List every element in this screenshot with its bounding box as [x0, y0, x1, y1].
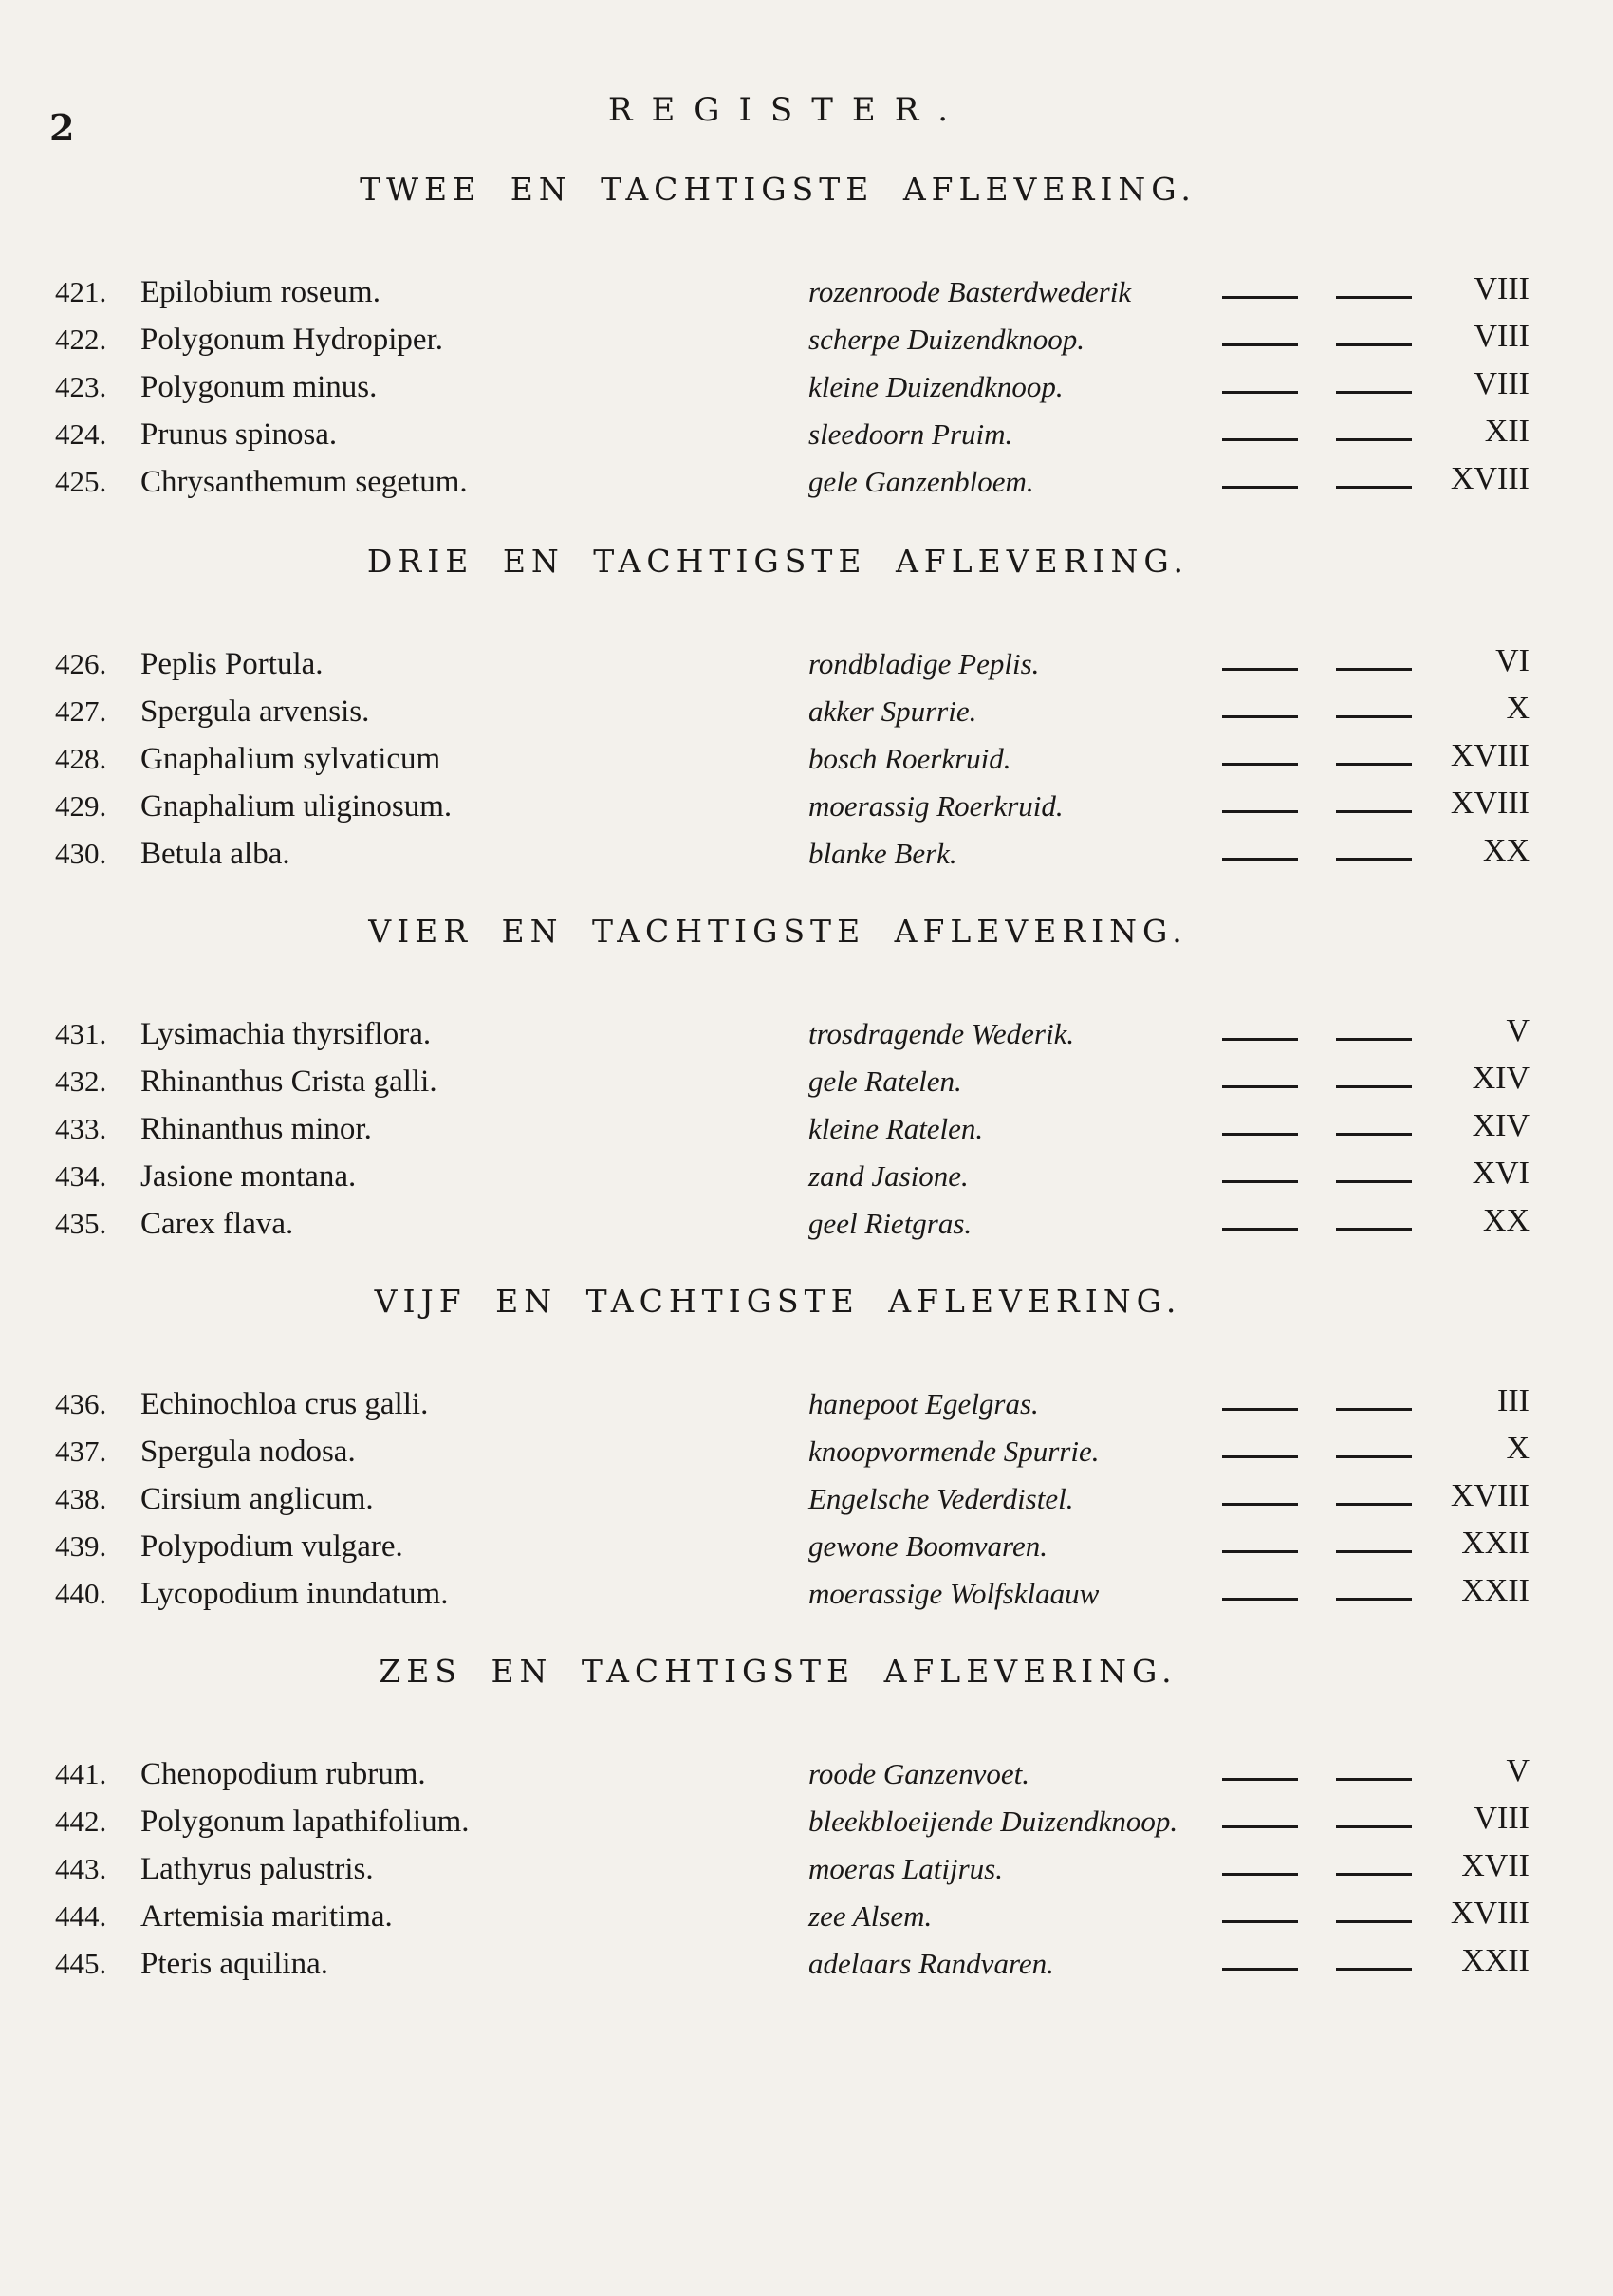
latin-name: Spergula arvensis. — [140, 694, 370, 729]
latin-name: Lycopodium inundatum. — [140, 1577, 449, 1611]
entry-number: 427. — [55, 694, 107, 728]
latin-name: Peplis Portula. — [140, 647, 324, 681]
leader-dash — [1336, 438, 1412, 441]
leader-dash — [1336, 668, 1412, 671]
class-reference: XVIII — [1450, 1478, 1530, 1513]
leader-dash — [1222, 486, 1298, 489]
class-reference: XVII — [1461, 1848, 1530, 1883]
latin-name: Betula alba. — [140, 837, 290, 871]
latin-name: Pteris aquilina. — [140, 1947, 328, 1981]
register-entry — [0, 319, 1613, 370]
class-reference: VIII — [1474, 319, 1530, 354]
register-entry — [0, 1478, 1613, 1529]
leader-dash — [1222, 1228, 1298, 1231]
dutch-name: bosch Roerkruid. — [808, 742, 1011, 775]
dutch-name: Engelsche Vederdistel. — [808, 1482, 1074, 1515]
entry-number: 444. — [55, 1899, 107, 1933]
register-entry — [0, 833, 1613, 884]
register-entry — [0, 1431, 1613, 1482]
dutch-name: kleine Duizendknoop. — [808, 370, 1064, 403]
register-entry — [0, 366, 1613, 417]
dutch-name: zee Alsem. — [808, 1899, 933, 1933]
leader-dash — [1336, 391, 1412, 394]
register-entry — [0, 738, 1613, 789]
leader-dash — [1222, 1873, 1298, 1876]
dutch-name: rondbladige Peplis. — [808, 647, 1040, 680]
register-entry — [0, 1801, 1613, 1852]
dutch-name: trosdragende Wederik. — [808, 1017, 1075, 1050]
leader-dash — [1222, 1408, 1298, 1411]
dutch-name: akker Spurrie. — [808, 694, 977, 728]
dutch-name: geel Rietgras. — [808, 1207, 973, 1240]
class-reference: XIV — [1472, 1061, 1530, 1096]
section-title: ZES EN TACHTIGSTE AFLEVERING. — [379, 1653, 1177, 1690]
register-entry — [0, 691, 1613, 742]
leader-dash — [1336, 763, 1412, 766]
latin-name: Carex flava. — [140, 1207, 294, 1241]
leader-dash — [1222, 1180, 1298, 1183]
dutch-name: moeras Latijrus. — [808, 1852, 1003, 1885]
latin-name: Gnaphalium uliginosum. — [140, 789, 453, 824]
class-reference: XII — [1484, 414, 1530, 449]
class-reference: V — [1506, 1013, 1530, 1048]
entry-number: 443. — [55, 1852, 107, 1885]
leader-dash — [1336, 810, 1412, 813]
entry-number: 426. — [55, 647, 107, 680]
section-title: DRIE EN TACHTIGSTE AFLEVERING. — [366, 543, 1190, 580]
latin-name: Chrysanthemum segetum. — [140, 465, 468, 499]
register-entry — [0, 786, 1613, 837]
latin-name: Rhinanthus minor. — [140, 1112, 372, 1146]
entry-number: 430. — [55, 837, 107, 870]
class-reference: XVIII — [1450, 738, 1530, 773]
register-entry — [0, 1526, 1613, 1577]
entry-number: 434. — [55, 1159, 107, 1193]
leader-dash — [1222, 1038, 1298, 1041]
entry-number: 424. — [55, 417, 107, 451]
class-reference: X — [1506, 691, 1530, 726]
entry-number: 422. — [55, 323, 107, 356]
leader-dash — [1336, 296, 1412, 299]
class-reference: X — [1506, 1431, 1530, 1466]
entry-number: 437. — [55, 1435, 107, 1468]
latin-name: Rhinanthus Crista galli. — [140, 1065, 437, 1099]
register-entry — [0, 1896, 1613, 1947]
entry-number: 432. — [55, 1065, 107, 1098]
latin-name: Polygonum minus. — [140, 370, 378, 404]
latin-name: Prunus spinosa. — [140, 417, 338, 452]
entry-number: 421. — [55, 275, 107, 308]
leader-dash — [1336, 1873, 1412, 1876]
class-reference: XVIII — [1450, 461, 1530, 496]
latin-name: Lysimachia thyrsiflora. — [140, 1017, 432, 1051]
dutch-name: blanke Berk. — [808, 837, 957, 870]
dutch-name: moerassig Roerkruid. — [808, 789, 1064, 823]
leader-dash — [1336, 1180, 1412, 1183]
class-reference: XXII — [1461, 1573, 1530, 1608]
class-reference: XXII — [1461, 1526, 1530, 1561]
class-reference: XIV — [1472, 1108, 1530, 1143]
latin-name: Cirsium anglicum. — [140, 1482, 374, 1516]
dutch-name: kleine Ratelen. — [808, 1112, 984, 1145]
leader-dash — [1336, 1778, 1412, 1781]
entry-number: 440. — [55, 1577, 107, 1610]
entry-number: 445. — [55, 1947, 107, 1980]
dutch-name: zand Jasione. — [808, 1159, 969, 1193]
latin-name: Epilobium roseum. — [140, 275, 380, 309]
dutch-name: knoopvormende Spurrie. — [808, 1435, 1100, 1468]
entry-number: 433. — [55, 1112, 107, 1145]
class-reference: V — [1506, 1753, 1530, 1788]
leader-dash — [1336, 1455, 1412, 1458]
register-entry — [0, 271, 1613, 323]
dutch-name: hanepoot Egelgras. — [808, 1387, 1039, 1420]
entry-number: 428. — [55, 742, 107, 775]
dutch-name: gele Ganzenbloem. — [808, 465, 1034, 498]
leader-dash — [1336, 1550, 1412, 1553]
register-entry — [0, 643, 1613, 694]
entry-number: 441. — [55, 1757, 107, 1790]
dutch-name: gewone Boomvaren. — [808, 1529, 1048, 1563]
leader-dash — [1336, 1408, 1412, 1411]
register-entry — [0, 1848, 1613, 1899]
leader-dash — [1336, 1228, 1412, 1231]
entry-number: 438. — [55, 1482, 107, 1515]
leader-dash — [1336, 486, 1412, 489]
dutch-name: rozenroode Basterdwederik — [808, 275, 1132, 308]
leader-dash — [1222, 1598, 1298, 1601]
dutch-name: gele Ratelen. — [808, 1065, 962, 1098]
leader-dash — [1222, 715, 1298, 718]
section-title: VIER EN TACHTIGSTE AFLEVERING. — [368, 913, 1188, 950]
class-reference: VIII — [1474, 271, 1530, 306]
class-reference: VI — [1495, 643, 1530, 678]
register-entry — [0, 1061, 1613, 1112]
register-entry — [0, 1203, 1613, 1254]
latin-name: Chenopodium rubrum. — [140, 1757, 426, 1791]
entry-number: 429. — [55, 789, 107, 823]
leader-dash — [1222, 810, 1298, 813]
leader-dash — [1336, 1503, 1412, 1506]
leader-dash — [1222, 1133, 1298, 1136]
leader-dash — [1222, 296, 1298, 299]
dutch-name: bleekbloeijende Duizendknoop. — [808, 1805, 1178, 1838]
register-entry — [0, 1753, 1613, 1805]
dutch-name: moerassige Wolfsklaauw — [808, 1577, 1100, 1610]
register-entry — [0, 1943, 1613, 1994]
class-reference: XXII — [1461, 1943, 1530, 1978]
leader-dash — [1336, 1133, 1412, 1136]
class-reference: XVIII — [1450, 1896, 1530, 1931]
running-head: REGISTER. — [607, 91, 968, 129]
class-reference: XVIII — [1450, 786, 1530, 821]
class-reference: XX — [1482, 1203, 1530, 1238]
entry-number: 436. — [55, 1387, 107, 1420]
register-entry — [0, 1013, 1613, 1065]
leader-dash — [1222, 1085, 1298, 1088]
leader-dash — [1336, 1038, 1412, 1041]
latin-name: Spergula nodosa. — [140, 1435, 356, 1469]
leader-dash — [1336, 343, 1412, 346]
leader-dash — [1222, 668, 1298, 671]
latin-name: Artemisia maritima. — [140, 1899, 393, 1934]
class-reference: XVI — [1472, 1156, 1530, 1191]
latin-name: Polygonum lapathifolium. — [140, 1805, 470, 1839]
leader-dash — [1336, 1085, 1412, 1088]
latin-name: Echinochloa crus galli. — [140, 1387, 429, 1421]
register-entry — [0, 1383, 1613, 1435]
entry-number: 423. — [55, 370, 107, 403]
dutch-name: roode Ganzenvoet. — [808, 1757, 1030, 1790]
leader-dash — [1222, 1503, 1298, 1506]
class-reference: XX — [1482, 833, 1530, 868]
latin-name: Polypodium vulgare. — [140, 1529, 403, 1564]
leader-dash — [1222, 1778, 1298, 1781]
leader-dash — [1336, 715, 1412, 718]
entry-number: 442. — [55, 1805, 107, 1838]
section-title: TWEE EN TACHTIGSTE AFLEVERING. — [360, 171, 1196, 208]
leader-dash — [1336, 1968, 1412, 1971]
leader-dash — [1336, 1598, 1412, 1601]
register-entry — [0, 414, 1613, 465]
class-reference: VIII — [1474, 1801, 1530, 1836]
class-reference: III — [1497, 1383, 1530, 1418]
entry-number: 435. — [55, 1207, 107, 1240]
entry-number: 425. — [55, 465, 107, 498]
class-reference: VIII — [1474, 366, 1530, 401]
leader-dash — [1222, 1550, 1298, 1553]
dutch-name: scherpe Duizendknoop. — [808, 323, 1085, 356]
page-number: 2 — [49, 106, 75, 149]
leader-dash — [1222, 1968, 1298, 1971]
latin-name: Jasione montana. — [140, 1159, 357, 1194]
leader-dash — [1336, 1920, 1412, 1923]
leader-dash — [1222, 438, 1298, 441]
leader-dash — [1222, 1825, 1298, 1828]
leader-dash — [1336, 1825, 1412, 1828]
register-entry — [0, 1108, 1613, 1159]
dutch-name: adelaars Randvaren. — [808, 1947, 1054, 1980]
latin-name: Gnaphalium sylvaticum — [140, 742, 441, 776]
dutch-name: sleedoorn Pruim. — [808, 417, 1013, 451]
latin-name: Lathyrus palustris. — [140, 1852, 374, 1886]
entry-number: 439. — [55, 1529, 107, 1563]
leader-dash — [1222, 391, 1298, 394]
leader-dash — [1336, 858, 1412, 861]
entry-number: 431. — [55, 1017, 107, 1050]
latin-name: Polygonum Hydropiper. — [140, 323, 443, 357]
leader-dash — [1222, 1920, 1298, 1923]
register-entry — [0, 461, 1613, 512]
leader-dash — [1222, 858, 1298, 861]
leader-dash — [1222, 1455, 1298, 1458]
leader-dash — [1222, 763, 1298, 766]
leader-dash — [1222, 343, 1298, 346]
register-entry — [0, 1573, 1613, 1624]
register-entry — [0, 1156, 1613, 1207]
section-title: VIJF EN TACHTIGSTE AFLEVERING. — [374, 1283, 1182, 1320]
